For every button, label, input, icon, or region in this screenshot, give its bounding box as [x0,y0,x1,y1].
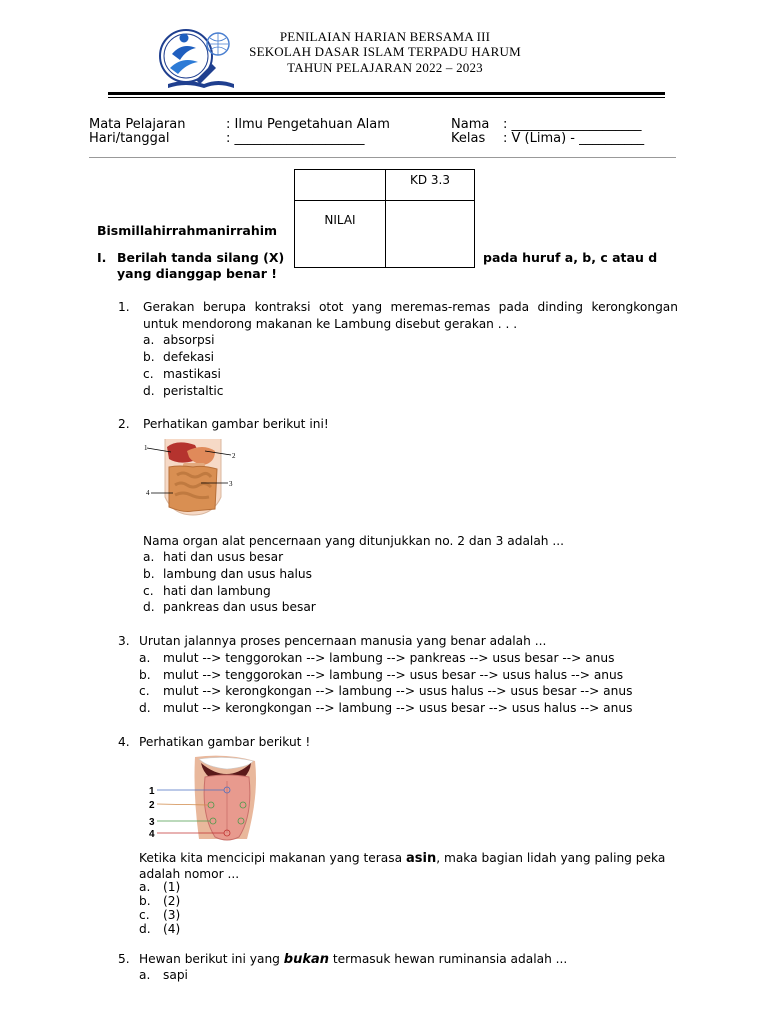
instruction-number: I. [97,250,107,265]
q4-text-keyword: asin [405,851,437,866]
figure-label-1: 1 [144,444,148,452]
option-letter: a. [143,333,155,347]
q4-option-d[interactable] [139,921,180,938]
q3-text-line-1: Urutan jalannya proses pencernaan manusia yang benar adalah ... [139,634,547,648]
figure-label-4: 4 [149,829,155,840]
option-text: mulut --> kerongkongan --> lambung --> usus besar --> usus halus --> anus [163,701,633,715]
q5-text-part-1: Hewan berikut ini yang [139,952,284,966]
q5-text-keyword: bukan [283,952,330,967]
tongue-figure [143,755,263,843]
option-text: mulut --> tenggorokan --> lambung --> pankreas --> usus besar --> anus [163,651,615,665]
date-field[interactable]: : ____________________ [226,131,365,146]
q3-option-b[interactable] [139,667,623,684]
option-text: defekasi [163,350,215,364]
q2-option-a[interactable] [143,549,283,566]
q1-option-c[interactable] [143,366,221,383]
q1-option-d[interactable] [143,383,223,400]
option-text: lambung dan usus halus [163,567,312,581]
date-label: Hari/tanggal [89,131,170,146]
figure-label-1: 1 [149,786,155,797]
bismillah: Bismillahirrahmanirrahim [97,223,278,238]
figure-label-3: 3 [229,480,233,488]
score-box-empty-cell [295,170,386,201]
digestive-system-figure [143,437,243,517]
q1-text-line-1: Gerakan berupa kontraksi otot yang meremas-remas pada dinding kerongkongan [143,300,678,314]
option-text: mastikasi [163,367,221,381]
q2-option-b[interactable] [143,566,312,583]
q4-text-line-3: adalah nomor ... [139,867,240,881]
q5-number: 5. [118,952,130,966]
option-text: (1) [163,880,181,894]
q1-text-line-2: untuk mendorong makanan ke Lambung disebut gerakan . . . [143,317,518,331]
option-letter: a. [139,880,151,894]
option-letter: c. [139,684,150,698]
option-letter: c. [139,908,150,922]
figure-label-2: 2 [232,452,236,460]
q3-option-c[interactable] [139,683,632,700]
header-line-1: PENILAIAN HARIAN BERSAMA III [279,29,491,44]
name-label: Nama [451,117,490,132]
option-letter: a. [139,651,151,665]
nilai-label: NILAI [295,201,386,268]
q2-option-c[interactable] [143,583,271,600]
option-letter: b. [143,350,155,364]
option-letter: a. [143,550,155,564]
nilai-field[interactable] [386,201,475,268]
header-line-2: SEKOLAH DASAR ISLAM TERPADU HARUM [249,44,521,59]
header-divider-thin [108,97,665,98]
q3-option-d[interactable] [139,700,632,717]
q4-text-part-2: , maka bagian lidah yang paling peka [436,851,666,865]
option-text: peristaltic [163,384,224,398]
q4-text-part-1: Ketika kita mencicipi makanan yang terasa [139,851,406,865]
q1-option-a[interactable] [143,332,215,349]
option-letter: d. [143,600,155,614]
subject-label: Mata Pelajaran [89,117,186,132]
header-line-3: TAHUN PELAJARAN 2022 – 2023 [287,60,483,75]
option-text: mulut --> tenggorokan --> lambung --> usus besar --> usus halus --> anus [163,668,624,682]
instruction-line-1a: Berilah tanda silang (X) [117,250,285,265]
figure-label-2: 2 [149,800,155,811]
q5-text-part-2: termasuk hewan ruminansia adalah ... [329,952,568,966]
option-text: (4) [163,922,181,936]
option-text: (3) [163,908,181,922]
option-letter: c. [143,584,154,598]
q3-number: 3. [118,634,130,648]
q4-text-line-2 [139,850,665,868]
option-text: mulut --> kerongkongan --> lambung --> usus halus --> usus besar --> anus [163,684,633,698]
name-field[interactable]: : ____________________ [503,117,642,132]
option-text: absorpsi [163,333,215,347]
q4-number: 4. [118,735,130,749]
option-letter: d. [139,701,151,715]
option-text: hati dan lambung [163,584,271,598]
option-letter: b. [139,894,151,908]
figure-label-3: 3 [149,817,155,828]
instruction-line-2: yang dianggap benar ! [117,266,277,281]
q2-option-d[interactable] [143,599,316,616]
option-text: pankreas dan usus besar [163,600,316,614]
class-field[interactable]: : V (Lima) - __________ [503,131,645,146]
figure-label-4: 4 [146,489,150,497]
option-letter: c. [143,367,154,381]
option-text: hati dan usus besar [163,550,284,564]
info-divider [89,157,676,158]
instruction-line-1b: pada huruf a, b, c atau d [483,250,658,265]
subject-value: : Ilmu Pengetahuan Alam [226,117,390,132]
option-letter: b. [143,567,155,581]
q1-option-b[interactable] [143,349,214,366]
score-box [294,169,475,268]
kd-label: KD 3.3 [386,170,475,201]
q3-option-a[interactable] [139,650,614,667]
class-label: Kelas [451,131,486,146]
option-letter: a. [139,968,151,982]
q2-text-line-1: Perhatikan gambar berikut ini! [143,417,329,431]
q4-text-line-1: Perhatikan gambar berikut ! [139,735,311,749]
q2-number: 2. [118,417,130,431]
q2-text-line-2: Nama organ alat pencernaan yang ditunjukkan no. 2 dan 3 adalah ... [143,534,565,548]
q5-option-a[interactable] [139,967,188,984]
option-letter: d. [143,384,155,398]
option-letter: d. [139,922,151,936]
option-letter: b. [139,668,151,682]
option-text: sapi [163,968,188,982]
option-text: (2) [163,894,181,908]
q5-text-line-1 [139,951,567,969]
q1-number: 1. [118,300,130,314]
header-divider-thick [108,92,665,95]
